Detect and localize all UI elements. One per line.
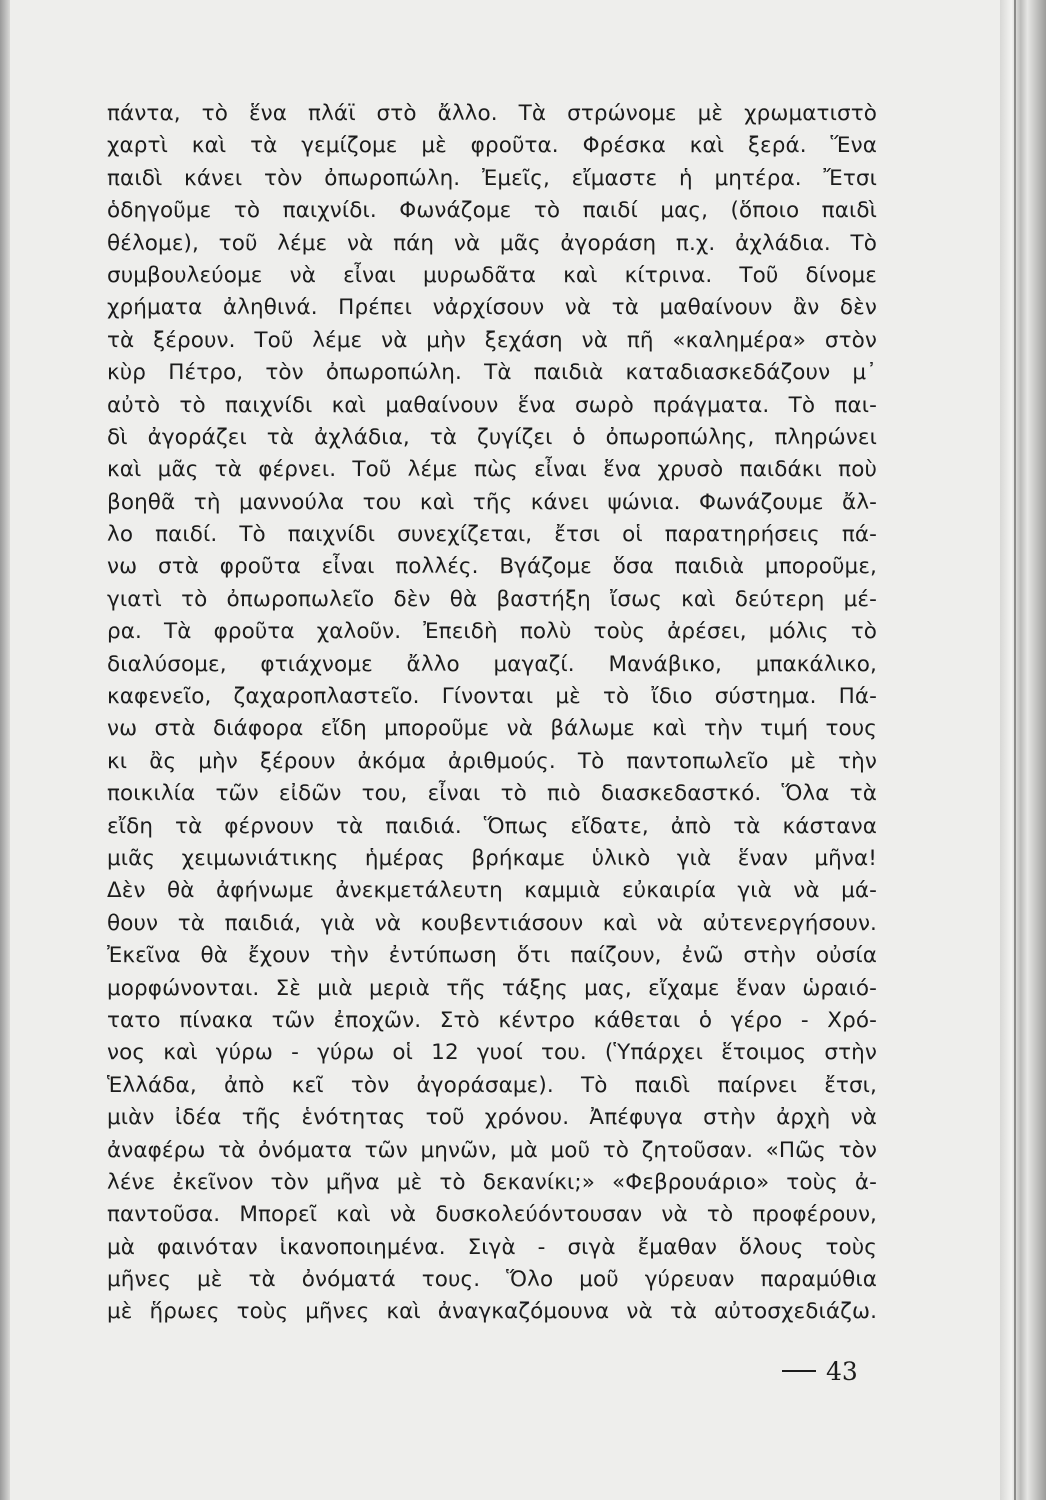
text-line: νω στὰ φροῦτα εἶναι πολλές. Βγάζομε ὅσα παιδιὰ μποροῦμε,	[107, 554, 877, 580]
text-line: δὶ ἀγοράζει τὰ ἀχλάδια, τὰ ζυγίζει ὁ ὀπωροπώλης, πληρώνει	[107, 424, 877, 450]
text-line: ὁδηγοῦμε τὸ παιχνίδι. Φωνάζομε τὸ παιδί μας, (ὅποιο παιδὶ	[107, 198, 877, 224]
text-line: μιὰν ἰδέα τῆς ἑνότητας τοῦ χρόνου. Ἀπέφυγα στὴν ἀρχὴ νὰ	[107, 1105, 877, 1131]
text-line: παντοῦσα. Μπορεῖ καὶ νὰ δυσκολεύόντουσαν νὰ τὸ προφέρουν,	[107, 1202, 877, 1228]
page-stack-line	[1014, 0, 1016, 1500]
text-line: κι ἂς μὴν ξέρουν ἀκόμα ἀριθμούς. Τὸ παντοπωλεῖο μὲ τὴν	[107, 748, 877, 774]
text-line: μορφώνονται. Σὲ μιὰ μεριὰ τῆς τάξης μας, εἴχαμε ἕναν ὡραιό-	[107, 975, 877, 1001]
text-line: λο παιδί. Τὸ παιχνίδι συνεχίζεται, ἔτσι οἱ παρατηρήσεις πά-	[107, 522, 877, 548]
text-line: ποικιλία τῶν εἰδῶν του, εἶναι τὸ πιὸ διασκεδαστκό. Ὅλα τὰ	[107, 781, 877, 807]
text-line: γιατὶ τὸ ὀπωροπωλεῖο δὲν θὰ βαστήξη ἴσως καὶ δεύτερη μέ-	[107, 586, 877, 612]
text-line: ἀναφέρω τὰ ὀνόματα τῶν μηνῶν, μὰ μοῦ τὸ ζητοῦσαν. «Πῶς τὸν	[107, 1137, 877, 1163]
text-line: πάντα, τὸ ἕνα πλάϊ στὸ ἄλλο. Τὰ στρώνομε μὲ χρωματιστὸ	[107, 101, 877, 126]
text-line: μὰ φαινόταν ἱκανοποιημένα. Σιγὰ - σιγὰ ἔμαθαν ὅλους τοὺς	[107, 1234, 877, 1260]
binding-shadow	[0, 0, 10, 1500]
text-line: μὲ ἥρωες τοὺς μῆνες καὶ ἀναγκαζόμουνα νὰ τὰ αὐτοσχεδιάζω.	[107, 1299, 877, 1325]
text-line: τὰ ξέρουν. Τοῦ λέμε νὰ μὴν ξεχάση νὰ πῆ «καλημέρα» στὸν	[107, 327, 877, 353]
text-line: κὺρ Πέτρο, τὸν ὀπωροπώλη. Τὰ παιδιὰ καταδιασκεδάζουν μ᾽	[107, 360, 877, 386]
text-line: χρήματα ἀληθινά. Πρέπει νἀρχίσουν νὰ τὰ μαθαίνουν ἂν δὲν	[107, 295, 877, 321]
text-line: παιδὶ κάνει τὸν ὀπωροπώλη. Ἐμεῖς, εἴμαστε ἡ μητέρα. Ἔτσι	[107, 165, 877, 191]
text-line: νος καὶ γύρω - γύρω οἱ 12 γυοί του. (Ὑπάρχει ἕτοιμος στὴν	[107, 1040, 877, 1066]
text-line: μῆνες μὲ τὰ ὀνόματά τους. Ὅλο μοῦ γύρευαν παραμύθια	[107, 1267, 877, 1293]
page-folio	[782, 1351, 858, 1391]
text-line: καφενεῖο, ζαχαροπλαστεῖο. Γίνονται μὲ τὸ ἴδιο σύστημα. Πά-	[107, 684, 877, 710]
text-line: Ἐκεῖνα θὰ ἔχουν τὴν ἐντύπωση ὅτι παίζουν, ἐνῶ στὴν οὐσία	[107, 943, 877, 969]
text-line: λένε ἐκεῖνον τὸν μῆνα μὲ τὸ δεκανίκι;» «Φεβρουάριο» τοὺς ἀ-	[107, 1169, 877, 1195]
text-line: διαλύσομε, φτιάχνομε ἄλλο μαγαζί. Μανάβικο, μπακάλικο,	[107, 651, 877, 677]
text-line: τατο πίνακα τῶν ἐποχῶν. Στὸ κέντρο κάθεται ὁ γέρο - Χρό-	[107, 1007, 877, 1033]
text-line: καὶ μᾶς τὰ φέρνει. Τοῦ λέμε πὼς εἶναι ἕνα χρυσὸ παιδάκι ποὺ	[107, 457, 877, 483]
body-text	[107, 98, 877, 1329]
text-line: βοηθᾶ τὴ μαννούλα του καὶ τῆς κάνει ψώνια. Φωνάζουμε ἄλ-	[107, 489, 877, 515]
page-number: 43	[826, 1356, 858, 1386]
text-line: Δὲν θὰ ἀφήνωμε ἀνεκμετάλευτη καμμιὰ εὐκαιρία γιὰ νὰ μά-	[107, 878, 877, 904]
text-line: θουν τὰ παιδιά, γιὰ νὰ κουβεντιάσουν καὶ νὰ αὐτενεργήσουν.	[107, 910, 877, 936]
folio-dash	[782, 1370, 816, 1372]
text-line: θέλομε), τοῦ λέμε νὰ πάη νὰ μᾶς ἀγοράση π.χ. ἀχλάδια. Τὸ	[107, 230, 877, 256]
text-line: Ἑλλάδα, ἀπὸ κεῖ τὸν ἀγοράσαμε). Τὸ παιδὶ παίρνει ἔτσι,	[107, 1072, 877, 1098]
text-line: χαρτὶ καὶ τὰ γεμίζομε μὲ φροῦτα. Φρέσκα καὶ ξερά. Ἕνα	[107, 133, 877, 159]
page-stack-edge	[1000, 0, 1046, 1500]
text-line: νω στὰ διάφορα εἴδη μποροῦμε νὰ βάλωμε καὶ τὴν τιμή τους	[107, 716, 877, 742]
text-line: ρα. Τὰ φροῦτα χαλοῦν. Ἐπειδὴ πολὺ τοὺς ἀρέσει, μόλις τὸ	[107, 619, 877, 645]
text-line: εἴδη τὰ φέρνουν τὰ παιδιά. Ὅπως εἴδατε, ἀπὸ τὰ κάστανα	[107, 813, 877, 839]
text-line: συμβουλεύομε νὰ εἶναι μυρωδᾶτα καὶ κίτρινα. Τοῦ δίνομε	[107, 262, 877, 288]
text-line: αὐτὸ τὸ παιχνίδι καὶ μαθαίνουν ἕνα σωρὸ πράγματα. Τὸ παι-	[107, 392, 877, 418]
text-line: μιᾶς χειμωνιάτικης ἡμέρας βρήκαμε ὑλικὸ γιὰ ἕναν μῆνα!	[107, 845, 877, 871]
